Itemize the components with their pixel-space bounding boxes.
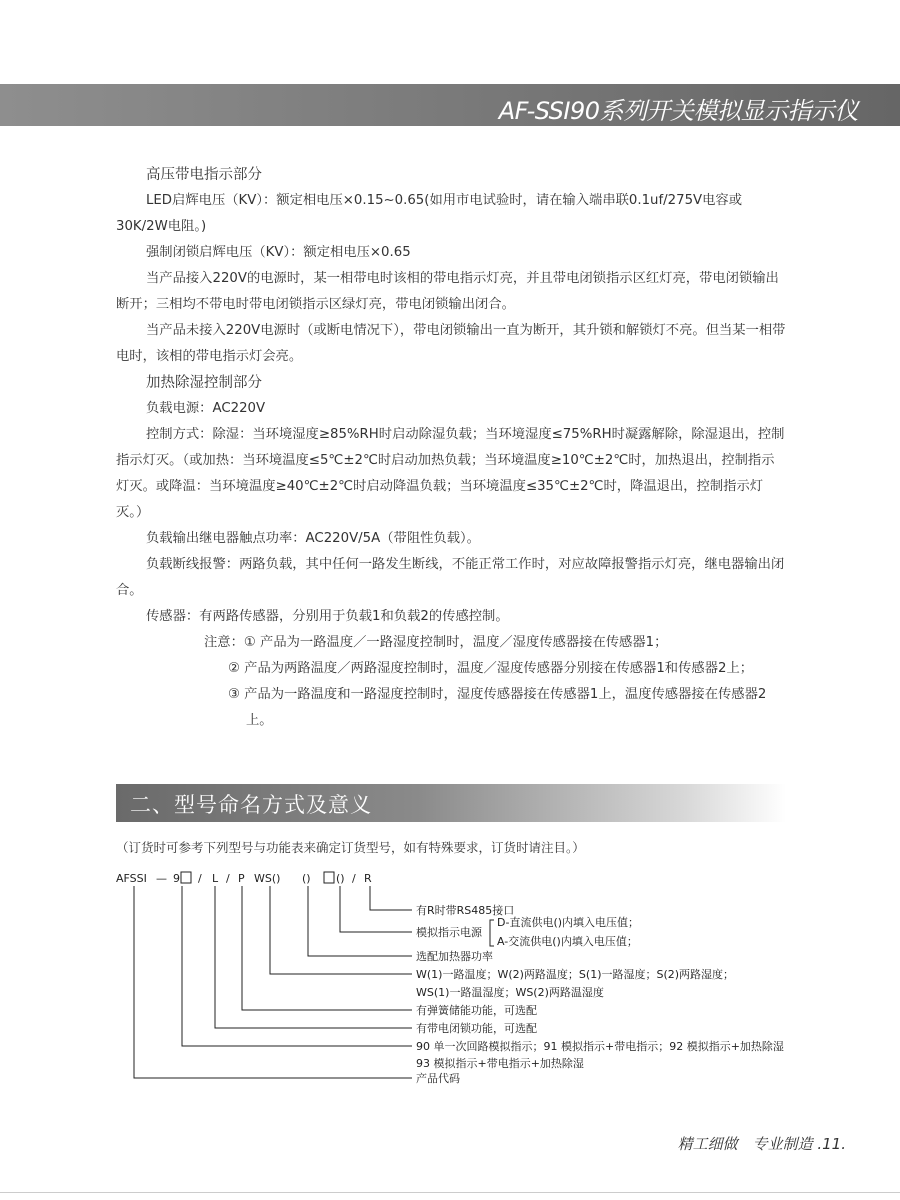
code-dash: —	[156, 872, 167, 885]
label-code: 产品代码	[416, 1072, 460, 1085]
hv-paragraph-3: 当产品接入220V的电源时，某一相带电时该相的带电指示灯亮，并且带电闭锁指示区红灯亮，带电闭锁输出断开；三相均不带电时带电闭锁指示区绿灯亮，带电闭锁输出闭合。	[116, 271, 779, 312]
note-1	[116, 630, 786, 656]
code-afssi: AFSSI	[116, 872, 147, 885]
hv-paragraph-4: 当产品未接入220V电源时（或断电情况下），带电闭锁输出一直为断开，其升锁和解锁灯不亮。但当某一相带电时，该相的带电指示灯会亮。	[116, 323, 786, 364]
footer-text: 精工细做 专业制造 .11.	[677, 1135, 846, 1153]
label-l: 有带电闭锁功能，可选配	[416, 1022, 537, 1035]
label-power-a: A-交流供电()内填入电压值；	[497, 935, 638, 948]
line-p	[242, 886, 412, 1010]
line-power	[340, 886, 412, 932]
line-code	[134, 886, 412, 1078]
note-label: 注意：	[204, 635, 244, 650]
order-note: （订货时可参考下列型号与功能表来确定订货型号，如有特殊要求，订货时请注目。）	[116, 840, 585, 855]
code-ws: WS()	[254, 872, 281, 885]
code-heater: ()	[302, 872, 311, 885]
footer-line	[0, 1192, 900, 1193]
section-title: 二、型号命名方式及意义	[130, 793, 372, 817]
heating-paragraph-3: 负载输出继电器触点功率：AC220V/5A（带阻性负载）。	[146, 531, 480, 546]
code-l: L	[212, 872, 219, 885]
note-3: ③ 产品为一路温度和一路湿度控制时，湿度传感器接在传感器1上，温度传感器接在传感器2上。	[228, 687, 767, 728]
heating-paragraph-2: 控制方式：除湿：当环境湿度≥85%RH时启动除湿负载；当环境湿度≤75%RH时凝露解除，除湿退出，控制指示灯灭。（或加热：当环境温度≤5℃±2℃时启动加热负载；当环境温度≥10℃±2℃时，加热退出，控制指示灯灭。或降温：当环境温度≥40℃±2℃时启动降温负载；当环境温度≤35℃±2℃时，降温退出，控制指示灯灭。）	[116, 427, 785, 520]
label-power: 模拟指示电源	[416, 926, 482, 939]
code-p: P	[238, 872, 245, 885]
line-l	[215, 886, 412, 1028]
code-9: 9	[173, 872, 180, 885]
code-slash-3: /	[352, 872, 356, 885]
label-series-1: 90 单一次回路模拟指示；91 模拟指示+带电指示；92 模拟指示+加热除湿	[416, 1040, 784, 1053]
label-heater: 选配加热器功率	[416, 950, 493, 963]
line-ws	[270, 886, 412, 974]
line-heater	[308, 886, 412, 956]
label-r: 有R时带RS485接口	[416, 904, 515, 917]
line-r	[370, 886, 412, 910]
code-slash-1: /	[198, 872, 202, 885]
model-naming-diagram	[116, 864, 836, 1094]
heating-paragraph-1: 负载电源：AC220V	[146, 401, 266, 416]
hv-paragraph-1: LED启辉电压（KV）：额定相电压×0.15~0.65(如用市电试验时，请在输入端串联0.1uf/275V电容或30K/2W电阻。)	[116, 193, 743, 234]
heating-paragraph-5: 传感器：有两路传感器，分别用于负载1和负载2的传感控制。	[146, 609, 509, 624]
note-1-text: ① 产品为一路温度／一路湿度控制时，温度／湿度传感器接在传感器1；	[243, 635, 668, 650]
hv-paragraph-2: 强制闭锁启辉电压（KV）：额定相电压×0.65	[146, 245, 411, 260]
header-title: AF-SSI90系列开关模拟显示指示仪	[498, 97, 858, 125]
main-content	[116, 162, 786, 734]
code-r: R	[364, 872, 372, 885]
high-voltage-heading: 高压带电指示部分	[146, 167, 262, 183]
power-bracket	[490, 920, 494, 946]
code-slash-2: /	[226, 872, 230, 885]
label-p: 有弹簧储能功能，可选配	[416, 1004, 537, 1017]
label-power-d: D-直流供电()内填入电压值；	[497, 916, 640, 929]
heating-paragraph-4: 负载断线报警：两路负载，其中任何一路发生断线，不能正常工作时，对应故障报警指示灯亮，继电器输出闭合。	[116, 557, 785, 598]
label-series-2: 93 模拟指示+带电指示+加热除湿	[416, 1057, 584, 1070]
heating-heading: 加热除湿控制部分	[146, 375, 262, 391]
code-box-power	[324, 872, 334, 883]
label-ws-2: WS(1)一路温湿度；WS(2)两路温湿度	[416, 986, 604, 999]
code-power-paren: ()	[336, 872, 345, 885]
note-2: ② 产品为两路温度／两路湿度控制时，温度／湿度传感器分别接在传感器1和传感器2上；	[228, 661, 754, 676]
code-box-series	[181, 872, 191, 883]
label-ws-1: W(1)一路温度；W(2)两路温度；S(1)一路湿度；S(2)两路湿度；	[416, 968, 735, 981]
